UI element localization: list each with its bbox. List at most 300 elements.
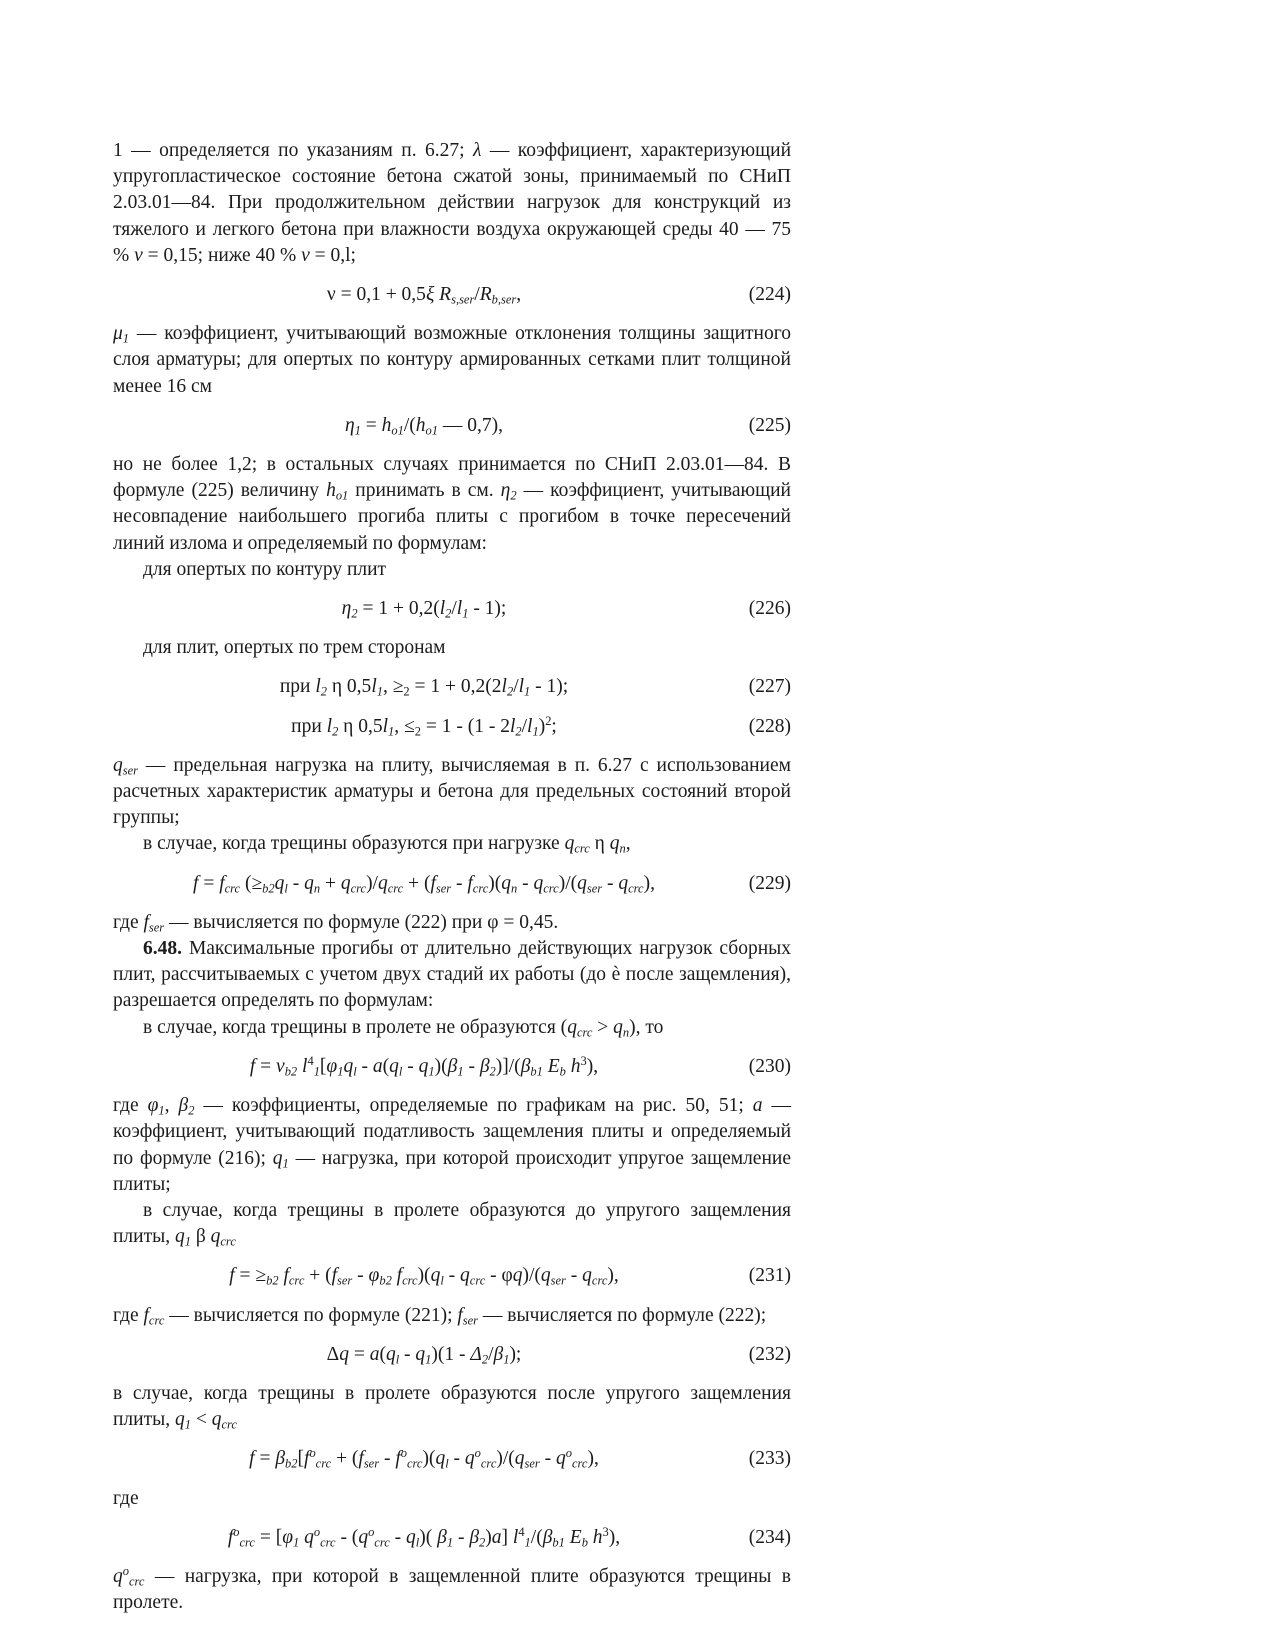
text-run: l <box>353 1064 357 1079</box>
text-run: l <box>445 1456 449 1471</box>
text-run: = <box>360 414 382 436</box>
text-run: l <box>456 598 463 620</box>
text-run: β <box>178 1095 189 1117</box>
text-run: )]/( <box>495 1055 521 1077</box>
text-run: 1 <box>524 1535 531 1550</box>
text-run: - <box>463 1055 480 1077</box>
text-run: 3 <box>580 1054 587 1069</box>
text-run: - <box>539 1448 557 1470</box>
text-run: o <box>565 1446 572 1461</box>
text-run: q <box>609 833 620 855</box>
text-run: η <box>500 480 511 502</box>
text-run: q <box>577 872 587 894</box>
text-run: q <box>210 1226 221 1248</box>
text-run: q <box>113 754 123 776</box>
text-run: 1 <box>337 1064 344 1079</box>
text-run: ) <box>485 1526 492 1548</box>
text-run: 6.48. <box>143 938 182 960</box>
text-run: φ <box>147 1095 159 1117</box>
text-run: η 0,5 <box>326 676 372 698</box>
text-run: b <box>559 1064 566 1079</box>
text-run: ser <box>586 881 603 896</box>
text-run: crc <box>387 881 404 896</box>
formula-expression <box>250 1054 598 1080</box>
text-run: ( <box>382 1055 390 1077</box>
paragraph <box>113 1381 791 1433</box>
text-run: / <box>488 1343 494 1365</box>
text-run: l <box>371 676 377 698</box>
text-run: в случае, когда трещины в пролете образуются после упругого защемления плиты, <box>113 1382 791 1431</box>
text-run: 2 <box>445 606 452 621</box>
text-run: + ( <box>403 872 431 894</box>
text-run: q <box>377 872 388 894</box>
text-run: q <box>343 1055 354 1077</box>
text-run: — коэффициент, учитывающий возможные отклонения толщины защитного слоя арматуры; для опертых по контуру армированных сетками плит толщиной менее 16 см <box>113 323 791 397</box>
text-run: f <box>396 1265 403 1287</box>
text-run: crc <box>472 881 489 896</box>
text-run: 2 <box>403 684 410 699</box>
text-run: f <box>331 1265 338 1287</box>
text-run: l <box>439 598 446 620</box>
text-run: q <box>174 1226 185 1248</box>
text-run: - φ <box>485 1265 513 1287</box>
text-run: )/( <box>522 1265 541 1287</box>
text-run: = 0,15; ниже 40 % <box>142 244 302 266</box>
formula-expression <box>345 413 503 439</box>
formula-number: (234) <box>748 1526 791 1548</box>
text-run: φ <box>368 1265 380 1287</box>
text-run: - <box>448 1448 465 1470</box>
text-run: — коэффициент, характеризующий упругопластическое состояние бетона сжатой зоны, принимаемый по СНиП 2.03.01—84. При продолжительном действии нагрузок для конструкций из тяжелого и легкого бетона при влажности воздуха окружающей среды 40 — 75 % <box>113 140 792 266</box>
text-run: — вычисляется по формуле (222); <box>478 1304 767 1326</box>
text-run: - 1); <box>530 676 569 698</box>
text-run: f <box>457 1304 463 1326</box>
text-run: l <box>315 676 321 698</box>
text-run: h <box>381 414 392 436</box>
text-run: l <box>509 715 516 737</box>
formula-expression <box>249 1446 599 1472</box>
text-run: h <box>570 1055 581 1077</box>
formula <box>113 714 791 740</box>
text-run: — 0,7), <box>438 414 504 436</box>
text-run: o <box>309 1446 316 1461</box>
text-run: l <box>284 881 288 896</box>
text-run: = <box>254 1448 276 1470</box>
text-run: 1 <box>313 1064 320 1079</box>
text-run: n <box>313 881 321 896</box>
text-run: q <box>556 1448 566 1470</box>
text-run: , ≤ <box>394 715 415 737</box>
text-run: a <box>372 1055 383 1077</box>
text-run: - <box>453 1526 470 1548</box>
text-run: η <box>344 414 355 436</box>
text-run: 1 — определяется по указаниям п. 6.27; <box>113 140 473 161</box>
text-run: 1 <box>532 724 539 739</box>
paragraph <box>113 1015 791 1041</box>
text-run: q <box>304 872 314 894</box>
formula-expression <box>327 1342 522 1368</box>
formula <box>113 1054 791 1080</box>
text-run: ), <box>643 872 655 894</box>
text-run: f <box>283 1265 289 1287</box>
text-run: / <box>521 715 528 737</box>
text-run: crc <box>239 1535 255 1550</box>
text-run: l <box>382 715 389 737</box>
text-run: q <box>272 1147 283 1169</box>
text-run: - <box>402 1055 419 1077</box>
text-run: ser <box>435 881 452 896</box>
text-run: q <box>540 1265 551 1287</box>
text-run: f <box>358 1448 364 1470</box>
formula <box>113 282 791 308</box>
text-run: )( <box>417 1265 431 1287</box>
text-run: l <box>302 1055 308 1077</box>
text-run: 1 <box>158 1103 165 1118</box>
text-run: ser <box>524 1456 540 1471</box>
text-run: q <box>618 872 629 894</box>
text-run: 1 <box>282 1155 289 1170</box>
text-run: f <box>249 1448 255 1470</box>
text-run: )( <box>422 1448 436 1470</box>
formula-number: (232) <box>748 1343 791 1365</box>
formula-number: (226) <box>748 598 791 620</box>
text-run: R <box>479 284 492 306</box>
text-run: где <box>113 1304 144 1326</box>
text-run: l <box>398 1064 403 1079</box>
text-run: q <box>339 1343 349 1365</box>
text-run: ), <box>608 1526 621 1548</box>
text-run: q <box>415 1343 426 1365</box>
text-run: + ( <box>331 1448 359 1470</box>
paragraph <box>113 936 791 1015</box>
formula <box>113 674 791 700</box>
paragraph <box>113 557 791 583</box>
text-run: β <box>447 1055 458 1077</box>
text-run: — коэффициент, учитывающий несовпадение наибольшего прогиба плиты с прогибом в точке пересечений линий излома и определяемый по формулам: <box>113 480 791 554</box>
text-run: — коэффициенты, определяемые по графикам на рис. 50, 51; <box>194 1095 753 1117</box>
text-run: - <box>379 1448 396 1470</box>
text-run: q <box>613 1016 623 1038</box>
text-run: ) <box>538 715 546 737</box>
text-run: 2 <box>489 1064 496 1079</box>
text-run: crc <box>402 1273 418 1288</box>
text-run: - <box>451 872 468 894</box>
paragraph <box>113 138 791 269</box>
text-run: 1 <box>524 684 531 699</box>
text-run: - ( <box>335 1526 359 1548</box>
text-run: )/( <box>496 1448 515 1470</box>
text-run: q <box>389 1055 399 1077</box>
text-run: Δ <box>470 1343 482 1365</box>
text-run: h <box>415 414 426 436</box>
text-run: /( <box>530 1526 543 1548</box>
text-run: - <box>517 872 534 894</box>
text-run: crc <box>572 1456 588 1471</box>
text-run: b2 <box>285 1456 298 1471</box>
text-run: h <box>326 480 336 502</box>
text-run: f <box>143 1304 149 1326</box>
text-run: — предельная нагрузка на плиту, вычисляемая в п. 6.27 с использованием расчетных характеристик арматуры и бетона для предельных состояний второй группы; <box>113 754 791 829</box>
text-run: b,ser <box>491 292 517 307</box>
text-run: f <box>395 1448 401 1470</box>
text-run: η <box>341 598 352 620</box>
text-run: q <box>567 1016 577 1038</box>
text-run: 1 <box>425 1352 432 1367</box>
formula-number: (225) <box>748 414 791 436</box>
text-run: crc <box>480 1456 497 1471</box>
text-run: — нагрузка, при которой происходит упругое защемление плиты; <box>113 1147 791 1195</box>
formula-number: (227) <box>748 676 791 698</box>
text-run: )/( <box>558 872 578 894</box>
formula-number: (231) <box>748 1265 791 1287</box>
text-run: = <box>198 872 220 894</box>
formula <box>113 596 791 622</box>
text-run: ξ <box>425 284 435 306</box>
text-run: ), <box>586 1055 599 1077</box>
paragraph <box>113 321 791 400</box>
text-run: q <box>501 872 512 894</box>
text-run: o <box>400 1446 407 1461</box>
text-run: ); <box>509 1343 522 1365</box>
formula-expression <box>280 674 568 700</box>
text-run: E <box>547 1055 560 1077</box>
text-run: q <box>385 1343 396 1365</box>
text-run: при <box>279 676 316 698</box>
text-run: q <box>512 1265 523 1287</box>
text-run: , <box>164 1095 179 1117</box>
text-run: - <box>443 1265 461 1287</box>
text-run: = 1 + 0,2( <box>357 598 440 620</box>
paragraph <box>113 831 791 857</box>
formula <box>113 1342 791 1368</box>
text-run: где <box>113 1095 148 1117</box>
text-run: < <box>190 1409 212 1431</box>
paragraph <box>113 635 791 661</box>
text-run: 1 <box>354 423 361 438</box>
text-run: = 0,l; <box>309 244 356 266</box>
text-run: R <box>439 284 452 306</box>
text-run: o <box>233 1524 240 1539</box>
text-run: b1 <box>530 1064 543 1079</box>
text-run: - <box>399 1343 416 1365</box>
text-run: 2 <box>188 1103 195 1118</box>
text-run: l <box>395 1352 400 1367</box>
text-run: 2 <box>515 724 522 739</box>
text-run: /( <box>403 414 416 436</box>
text-run: - <box>565 1265 583 1287</box>
text-run: 4 <box>518 1524 525 1539</box>
text-run: = ≥ <box>234 1265 267 1287</box>
text-run: 2 <box>351 606 358 621</box>
formula-number: (224) <box>748 284 791 306</box>
text-run: l <box>501 676 507 698</box>
text-run: )( <box>434 1055 448 1077</box>
text-run: l <box>440 1273 444 1288</box>
paragraph <box>113 753 791 832</box>
text-run: q <box>464 1448 475 1470</box>
text-run: q <box>582 1265 592 1287</box>
text-run: в случае, когда трещины в пролете не образуются ( <box>143 1016 568 1038</box>
text-run: β <box>437 1526 447 1548</box>
text-run: , <box>516 284 522 306</box>
text-run: ser <box>550 1273 566 1288</box>
text-run: q <box>113 1565 123 1587</box>
text-run: 2 <box>320 684 327 699</box>
text-run: q <box>533 872 544 894</box>
text-run: 1 <box>293 1535 300 1550</box>
text-run: crc <box>320 1535 336 1550</box>
text-run: 2 <box>414 724 421 739</box>
text-run: - <box>602 872 619 894</box>
text-run: a <box>491 1526 502 1548</box>
text-run: / <box>451 598 457 620</box>
text-run: f <box>430 872 436 894</box>
text-run: o <box>313 1524 321 1539</box>
text-run: ( <box>379 1343 386 1365</box>
text-run: a <box>369 1343 380 1365</box>
text-run: b1 <box>552 1535 565 1550</box>
text-run: crc <box>288 1273 305 1288</box>
text-run: crc <box>574 841 590 856</box>
text-run: b2 <box>262 881 275 896</box>
text-run: q <box>435 1448 446 1470</box>
text-run: crc <box>315 1456 332 1471</box>
text-run: Максимальные прогибы от длительно действующих нагрузок сборных плит, рассчитываемых с учетом двух стадий их работы (до è после защемления), разрешается определять по формулам: <box>113 938 791 1012</box>
text-run: l <box>415 1535 420 1550</box>
text-run: o1 <box>335 488 349 503</box>
text-run: [ <box>297 1448 305 1470</box>
formula-expression <box>291 714 557 740</box>
text-run: q <box>211 1409 222 1431</box>
formula-number: (228) <box>748 715 791 737</box>
text-run: crc <box>128 1574 145 1589</box>
text-run: где <box>113 1487 139 1509</box>
text-run: (≥ <box>240 872 263 894</box>
text-run: ser <box>148 920 165 935</box>
text-run: ν <box>301 244 310 266</box>
text-run: 1 <box>503 1352 510 1367</box>
text-run: ser <box>462 1313 479 1327</box>
text-run: где <box>113 911 144 933</box>
text-run: / <box>474 284 480 306</box>
text-run: 2 <box>506 684 514 699</box>
text-run: crc <box>591 1273 608 1288</box>
text-run: q <box>340 872 351 894</box>
text-run: = <box>348 1343 370 1365</box>
text-run: q <box>304 1526 314 1548</box>
text-run: φ <box>326 1055 338 1077</box>
text-run: ν <box>134 244 143 266</box>
text-run: > <box>592 1016 614 1038</box>
text-run: [ <box>319 1055 327 1077</box>
text-run: l <box>527 715 533 737</box>
text-run: в случае, когда трещины в пролете образуются до упругого защемления плиты, <box>113 1199 791 1248</box>
text-run: - <box>287 872 305 894</box>
text-run: s,ser <box>451 292 475 307</box>
text-run: b2 <box>284 1064 298 1079</box>
text-run: 1 <box>376 684 383 699</box>
text-run: f <box>467 872 473 894</box>
text-run: + <box>320 872 341 894</box>
text-run: 2 <box>481 1352 489 1367</box>
text-run: для опертых по контуру плит <box>143 558 387 580</box>
text-run: crc <box>576 1025 593 1040</box>
text-run: q <box>460 1265 470 1287</box>
text-run: ), то <box>629 1016 664 1038</box>
text-run: для плит, опертых по трем сторонам <box>143 637 446 659</box>
formula-number: (233) <box>748 1448 791 1470</box>
formula-expression <box>228 1525 620 1551</box>
text-run: o <box>368 1524 375 1539</box>
text-run: ), <box>587 1448 599 1470</box>
text-run: ), <box>607 1265 619 1287</box>
text-run: = 1 - (1 - 2 <box>420 715 510 737</box>
text-run: crc <box>628 881 644 896</box>
text-run: — нагрузка, при которой в защемленной плите образуются трещины в пролете. <box>113 1565 791 1614</box>
text-run: 2 <box>510 488 517 503</box>
text-run: - <box>356 1055 373 1077</box>
text-run: 1 <box>184 1234 191 1249</box>
text-run: 1 <box>122 331 130 346</box>
text-run: crc <box>224 881 241 896</box>
text-run: f <box>219 872 225 894</box>
text-run: 1 <box>388 724 395 739</box>
text-run: ser <box>363 1456 380 1471</box>
text-run: — вычисляется по формуле (222) при φ = 0,45. <box>164 911 559 933</box>
text-run: l <box>512 1526 519 1548</box>
text-run: β <box>493 1343 504 1365</box>
text-run: )( <box>488 872 502 894</box>
text-run: f <box>249 1055 256 1077</box>
paragraph <box>113 1486 791 1512</box>
text-run: 3 <box>602 1524 609 1539</box>
text-run: f <box>229 1265 235 1287</box>
text-run: n <box>622 1025 630 1040</box>
text-run: 1 <box>446 1535 454 1550</box>
text-run: crc <box>374 1535 390 1550</box>
document-content <box>113 138 791 1616</box>
text-run: ser <box>122 763 138 778</box>
text-run: в случае, когда трещины образуются при нагрузке <box>143 833 565 855</box>
text-run: f <box>227 1526 234 1548</box>
text-run: n <box>619 841 626 856</box>
text-run: ] <box>501 1526 513 1548</box>
text-run: b2 <box>379 1273 392 1288</box>
text-run: q <box>358 1526 369 1548</box>
text-run: принимать в см. <box>348 480 501 502</box>
text-run: Δ <box>326 1343 340 1365</box>
text-run: β <box>542 1526 553 1548</box>
text-run: - <box>352 1265 369 1287</box>
text-run: o1 <box>391 423 404 438</box>
text-run: crc <box>469 1273 486 1288</box>
formula-expression <box>193 871 655 897</box>
paragraph <box>113 910 791 936</box>
text-run: q <box>274 872 285 894</box>
text-run: , ≥ <box>382 676 404 698</box>
text-run: q <box>430 1265 441 1287</box>
paragraph <box>113 452 791 557</box>
text-run: 1 <box>462 606 469 621</box>
text-run: l <box>326 715 333 737</box>
text-run: но не более 1,2; в остальных случаях принимается по СНиП 2.03.01—84. В формуле (225) величину <box>113 454 791 502</box>
text-run: )( <box>419 1526 438 1548</box>
text-run: 4 <box>307 1054 314 1069</box>
text-run: a <box>752 1095 763 1117</box>
text-run: β <box>479 1055 490 1077</box>
formula-expression <box>342 596 507 622</box>
text-run: ν = 0,1 + 0,5 <box>326 284 426 306</box>
